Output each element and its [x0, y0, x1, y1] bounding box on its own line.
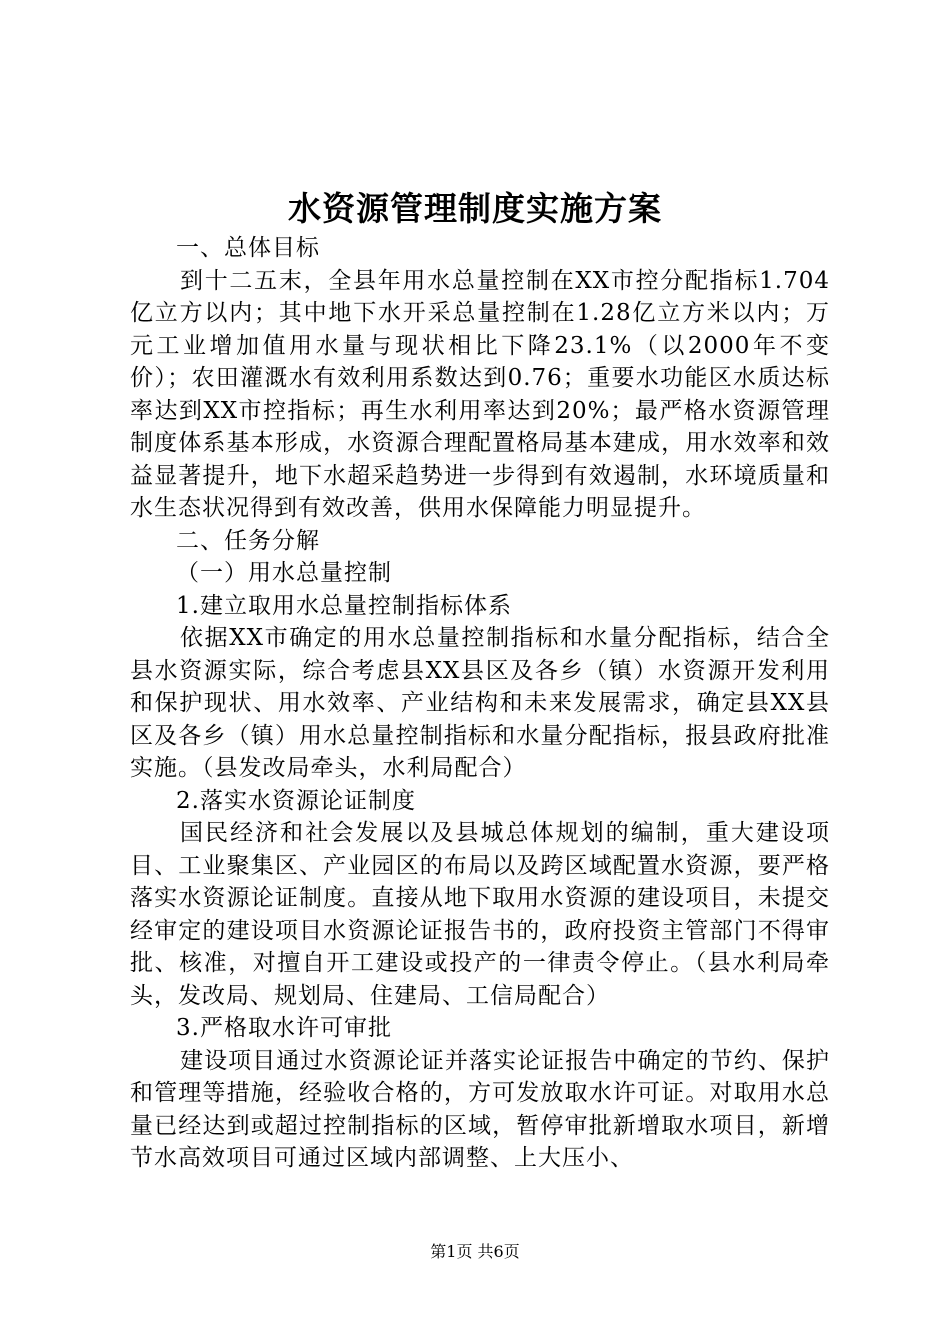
- section-heading-overall-goal: 一、总体目标: [176, 235, 320, 261]
- paragraph-item-2: 国民经济和社会发展以及县城总体规划的编制，重大建设项目、工业聚集区、产业园区的布局以及跨区域配置水资源，要严格落实水资源论证制度。直接从地下取用水资源的建设项目，未提交经审定的建设项目水资源论证报告书的，政府投资主管部门不得审批、核准，对擅自开工建设或投产的一律责令停止。（县水利局牵头，发改局、规划局、住建局、工信局配合）: [130, 820, 830, 1009]
- page-footer: 第1页 共6页: [430, 1242, 520, 1261]
- document-title: 水资源管理制度实施方案: [288, 189, 662, 228]
- paragraph-overall-goal: 到十二五末，全县年用水总量控制在XX市控分配指标1.704亿立方以内；其中地下水开采总量控制在1.28亿立方米以内；万元工业增加值用水量与现状相比下降23.1%（以2000年不变价）；农田灌溉水有效利用系数达到0.76；重要水功能区水质达标率达到XX市控指标；再生水利用率达到20%；最严格水资源管理制度体系基本形成，水资源合理配置格局基本建成，用水效率和效益显著提升，地下水超采趋势进一步得到有效遏制，水环境质量和水生态状况得到有效改善，供用水保障能力明显提升。: [130, 267, 830, 521]
- paragraph-item-1: 依据XX市确定的用水总量控制指标和水量分配指标，结合全县水资源实际，综合考虑县XX县区及各乡（镇）水资源开发利用和保护现状、用水效率、产业结构和未来发展需求，确定县XX县区及各乡（镇）用水总量控制指标和水量分配指标，报县政府批准实施。（县发改局牵头，水利局配合）: [130, 625, 830, 781]
- paragraph-item-3: 建设项目通过水资源论证并落实论证报告中确定的节约、保护和管理等措施，经验收合格的，方可发放取水许可证。对取用水总量已经达到或超过控制指标的区域，暂停审批新增取水项目，新增节水高效项目可通过区域内部调整、上大压小、: [130, 1047, 830, 1171]
- item-heading-1: 1.建立取用水总量控制指标体系: [176, 592, 512, 619]
- item-heading-2: 2.落实水资源论证制度: [176, 787, 416, 814]
- subsection-heading-total-water-control: （一）用水总量控制: [176, 560, 392, 586]
- document-body: [130, 232, 830, 1175]
- section-heading-task-breakdown: 二、任务分解: [176, 527, 320, 554]
- item-heading-3: 3.严格取水许可审批: [176, 1015, 392, 1041]
